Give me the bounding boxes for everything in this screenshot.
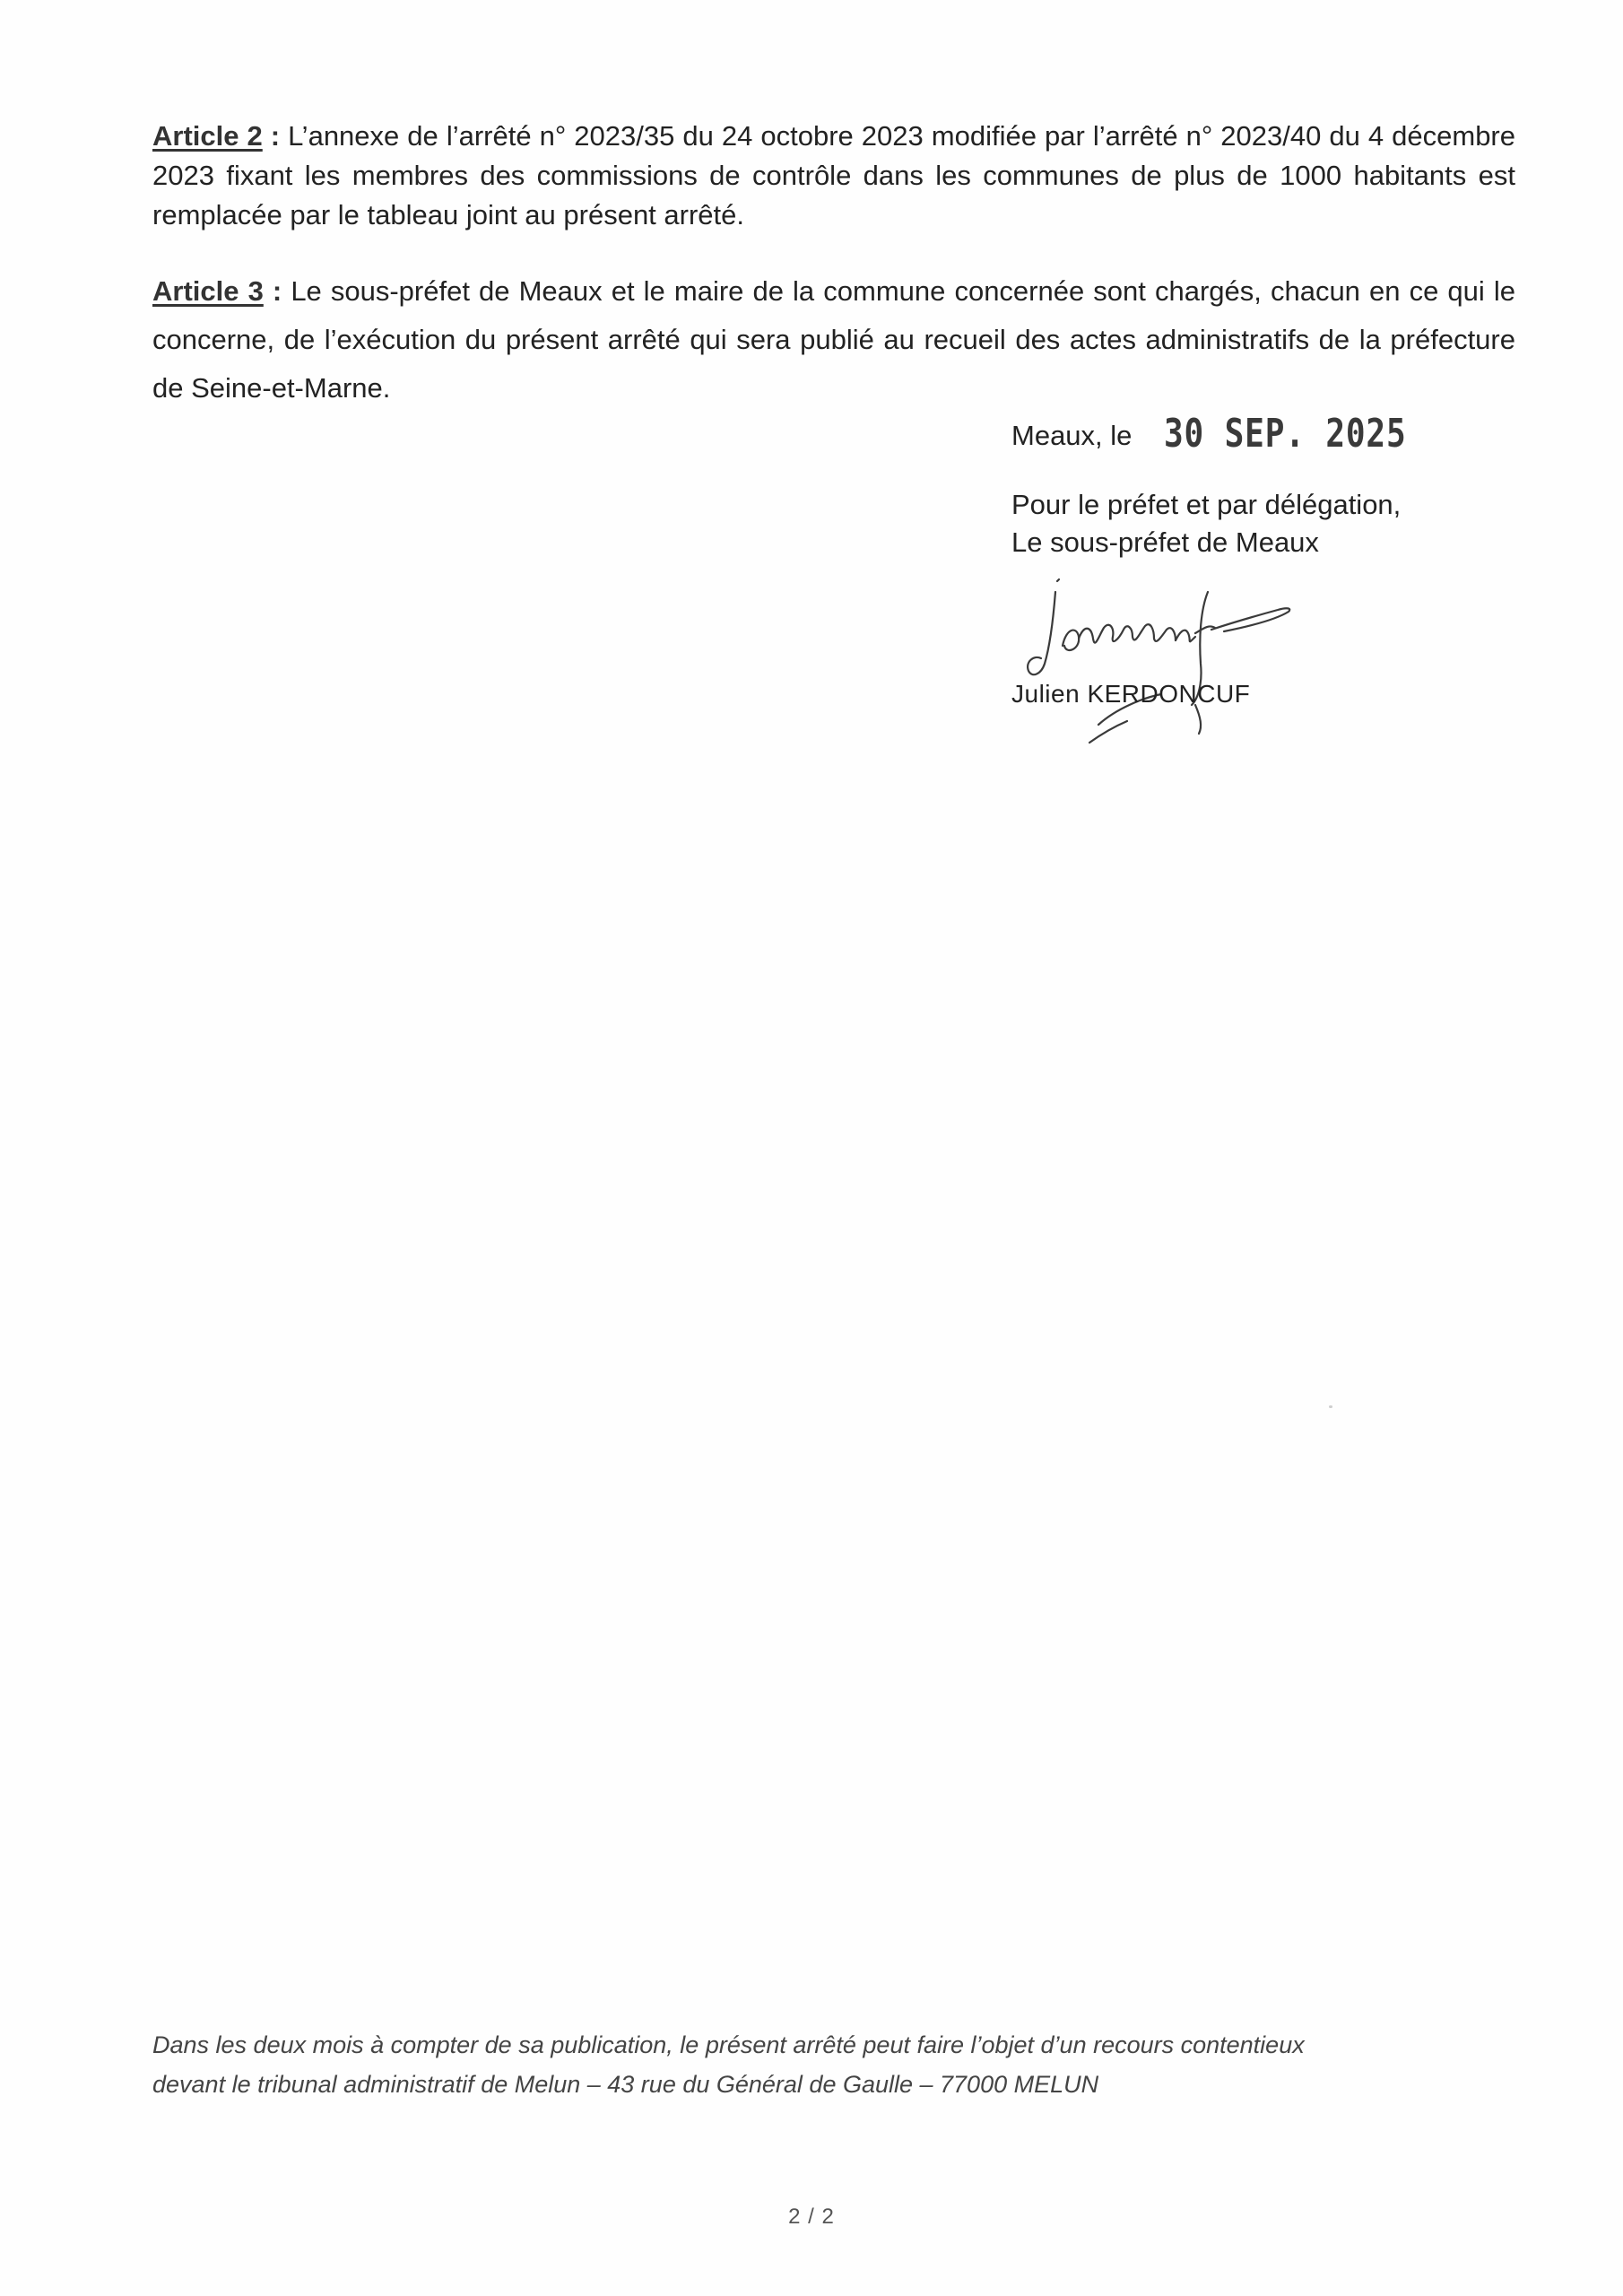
article-2-label: Article 2: [152, 120, 263, 152]
article-2-text: L’annexe de l’arrêté n° 2023/35 du 24 octobre 2023 modifiée par l’arrêté n° 2023/40 du 4 décembre 2023 fixant les membres des commissions de contrôle dans les communes de plus de 1000 habitants est remplacée par le tableau joint au présent arrêté.: [152, 120, 1515, 230]
legal-notice-line-1: Dans les deux mois à compter de sa publication, le présent arrêté peut faire l’objet d’un recours contentieux: [152, 2031, 1305, 2058]
article-2-separator: :: [262, 120, 289, 152]
delegation-block: [1011, 486, 1514, 561]
date-place: Meaux, le: [1011, 420, 1133, 451]
scan-speck: [1329, 1405, 1332, 1408]
article-3-separator: :: [263, 275, 291, 307]
article-2: [152, 117, 1515, 235]
date-stamp: 30 SEP. 2025: [1164, 411, 1407, 457]
article-3-label: Article 3: [152, 275, 264, 307]
legal-notice: [152, 2025, 1497, 2104]
article-3: [152, 267, 1515, 413]
article-3-text: Le sous-préfet de Meaux et le maire de la commune concernée sont chargés, chacun en ce qui le concerne, de l’exécution du présent arrêté qui sera publié au recueil des actes administratifs de la préfecture de Seine-et-Marne.: [152, 275, 1515, 404]
date-line: [1011, 411, 1514, 465]
handwritten-signature: [1009, 574, 1332, 753]
delegation-line-1: Pour le préfet et par délégation,: [1011, 489, 1402, 520]
legal-notice-line-2: devant le tribunal administratif de Melun – 43 rue du Général de Gaulle – 77000 MELUN: [152, 2071, 1099, 2098]
signer-name: Julien KERDONCUF: [1011, 680, 1251, 708]
page-number: 2 / 2: [788, 2205, 835, 2229]
delegation-line-2: Le sous-préfet de Meaux: [1011, 526, 1319, 558]
